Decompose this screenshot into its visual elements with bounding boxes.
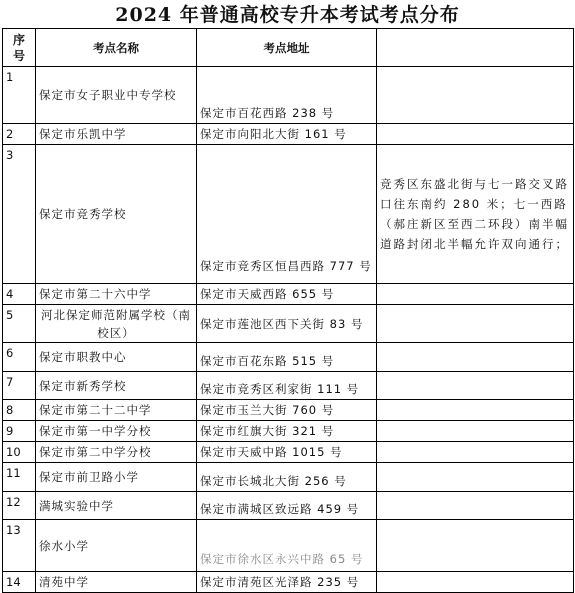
site-name: 保定市新秀学校 (36, 372, 197, 400)
row-no: 14 (3, 572, 36, 593)
site-name: 河北保定师范附属学校（南校区） (36, 305, 197, 343)
site-note (377, 572, 574, 593)
table-row (3, 492, 574, 520)
site-name: 保定市前卫路小学 (36, 463, 197, 492)
site-note (377, 124, 574, 145)
row-no: 3 (3, 145, 36, 284)
site-name: 保定市乐凯中学 (36, 124, 197, 145)
table-row (3, 284, 574, 305)
site-name: 满城实验中学 (36, 492, 197, 520)
header-address: 考点地址 (197, 29, 377, 67)
table-row (3, 372, 574, 400)
header-no: 序号 (3, 29, 36, 67)
site-name: 保定市竞秀学校 (36, 145, 197, 284)
site-address: 保定市竞秀区利家街 111 号 (197, 372, 377, 400)
site-note (377, 284, 574, 305)
site-address: 保定市长城北大街 256 号 (197, 463, 377, 492)
site-note (377, 463, 574, 492)
site-address: 保定市向阳北大街 161 号 (197, 124, 377, 145)
site-address: 保定市百花东路 515 号 (197, 343, 377, 372)
site-address: 保定市徐水区永兴中路 65 号 (197, 520, 377, 572)
header-note (377, 29, 574, 67)
row-no: 6 (3, 343, 36, 372)
table-row (3, 421, 574, 442)
row-no: 13 (3, 520, 36, 572)
site-address: 保定市红旗大街 321 号 (197, 421, 377, 442)
table-row (3, 520, 574, 572)
site-name: 清苑中学 (36, 572, 197, 593)
site-address: 保定市莲池区西下关街 83 号 (197, 305, 377, 343)
table-row (3, 305, 574, 343)
row-no: 9 (3, 421, 36, 442)
site-note: 竞秀区东盛北街与七一路交叉路口往东南约 280 米；七一西路（郝庄新区至西二环段）南半幅道路封闭北半幅允许双向通行； (377, 145, 574, 284)
site-address: 保定市满城区致远路 459 号 (197, 492, 377, 520)
row-no: 1 (3, 67, 36, 124)
site-name: 保定市职教中心 (36, 343, 197, 372)
site-address: 保定市天威西路 655 号 (197, 284, 377, 305)
table-row (3, 442, 574, 463)
site-name: 徐水小学 (36, 520, 197, 572)
site-name: 保定市女子职业中专学校 (36, 67, 197, 124)
row-no: 7 (3, 372, 36, 400)
site-name: 保定市第二十六中学 (36, 284, 197, 305)
site-note (377, 520, 574, 572)
page-title: 2024 年普通高校专升本考试考点分布 (115, 4, 460, 26)
row-no: 10 (3, 442, 36, 463)
site-address: 保定市百花西路 238 号 (197, 67, 377, 124)
table-row (3, 463, 574, 492)
row-no: 5 (3, 305, 36, 343)
table-row (3, 67, 574, 124)
table-row (3, 572, 574, 593)
table-row (3, 343, 574, 372)
table-row (3, 400, 574, 421)
site-note (377, 442, 574, 463)
site-address: 保定市天威中路 1015 号 (197, 442, 377, 463)
table-row (3, 145, 574, 284)
row-no: 11 (3, 463, 36, 492)
site-note (377, 421, 574, 442)
site-address: 保定市竞秀区恒昌西路 777 号 (197, 145, 377, 284)
site-name: 保定市第二十二中学 (36, 400, 197, 421)
site-note (377, 305, 574, 343)
row-no: 12 (3, 492, 36, 520)
row-no: 4 (3, 284, 36, 305)
site-note (377, 492, 574, 520)
site-name: 保定市第二中学分校 (36, 442, 197, 463)
exam-site-table (2, 28, 574, 593)
header-name: 考点名称 (36, 29, 197, 67)
table-row (3, 124, 574, 145)
site-address: 保定市玉兰大街 760 号 (197, 400, 377, 421)
site-name: 保定市第一中学分校 (36, 421, 197, 442)
table-header-row (3, 29, 574, 67)
site-note (377, 67, 574, 124)
site-note (377, 400, 574, 421)
row-no: 2 (3, 124, 36, 145)
site-note (377, 372, 574, 400)
row-no: 8 (3, 400, 36, 421)
site-address: 保定市清苑区光泽路 235 号 (197, 572, 377, 593)
site-note (377, 343, 574, 372)
